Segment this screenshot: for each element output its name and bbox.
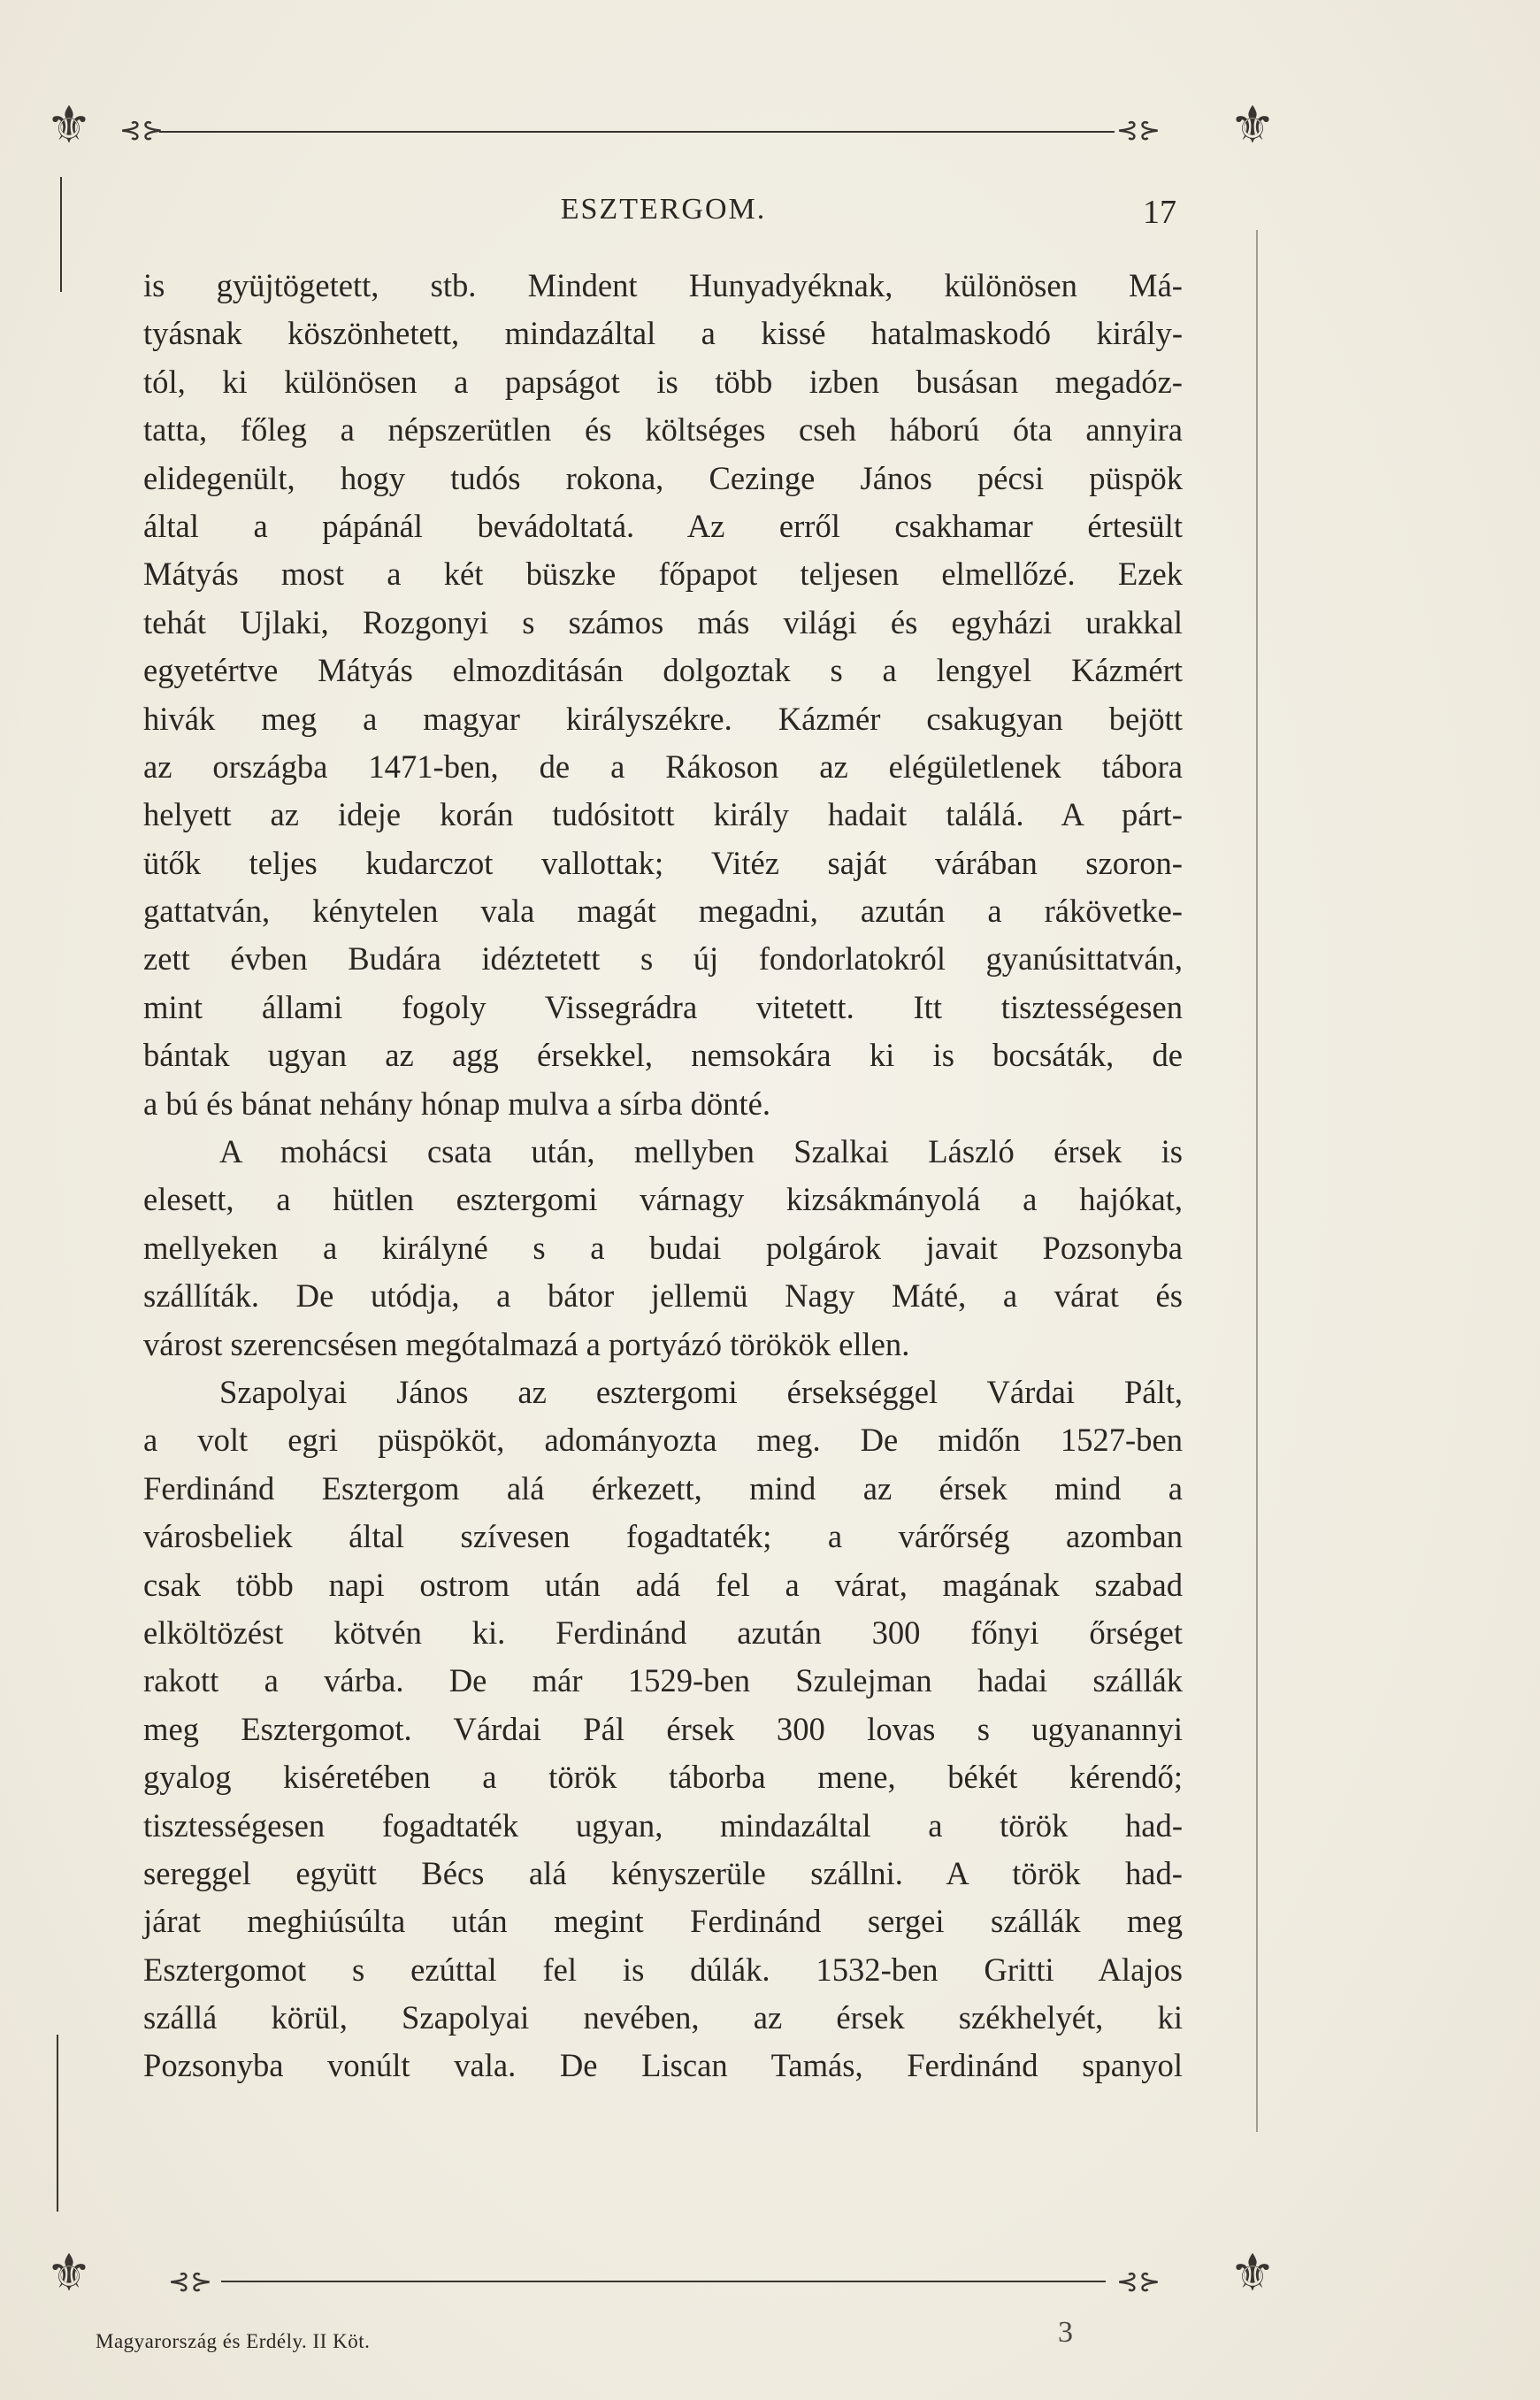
text-line: gyalog kiséretében a török táborba mene, békét kérendő;: [143, 1759, 1183, 1796]
text-line: az országba 1471-ben, de a Rákoson az elégületlenek tábora: [143, 748, 1183, 785]
right-border-line: [1256, 230, 1258, 2132]
corner-ornament-icon: ⚜: [46, 95, 92, 155]
top-rule: [159, 131, 1115, 133]
text-line: tatta, főleg a népszerütlen és költséges cseh háború óta annyira: [143, 411, 1183, 449]
text-line: Esztergomot s ezúttal fel is dúlák. 1532-ben Gritti Alajos: [143, 1951, 1183, 1988]
corner-ornament-icon: ⚜: [46, 2243, 92, 2303]
bottom-rule: [221, 2281, 1106, 2282]
body-text: [143, 262, 1183, 2090]
text-line: gattatván, kénytelen vala magát megadni, azután a rákövetke-: [143, 893, 1183, 930]
text-line: Mátyás most a két büszke főpapot teljesen elmellőzé. Ezek: [143, 556, 1183, 593]
page-title: ESZTERGOM.: [560, 193, 767, 226]
left-border-line-lower: [57, 2035, 58, 2212]
text-line: szállíták. De utódja, a bátor jellemü Nagy Máté, a várat és: [143, 1277, 1183, 1315]
text-line: egyetértve Mátyás elmozditásán dolgoztak s a lengyel Kázmért: [143, 652, 1183, 689]
text-line: ütők teljes kudarczot vallottak; Vitéz saját várában szoron-: [143, 844, 1183, 881]
text-line: szállá körül, Szapolyai nevében, az érsek székhelyét, ki: [143, 1999, 1183, 2036]
text-line: zett évben Budára idéztetett s új fondorlatokról gyanúsittatván,: [143, 940, 1183, 978]
text-line: a bú és bánat nehány hónap mulva a sírba dönté.: [143, 1085, 770, 1122]
text-line: járat meghiúsúlta után megint Ferdinánd sergei szállák meg: [143, 1903, 1183, 1940]
text-line: várost szerencsésen megótalmazá a portyázó törökök ellen.: [143, 1325, 910, 1362]
running-head: [142, 193, 1185, 237]
corner-ornament-icon: ⚜: [1230, 95, 1276, 155]
left-border-line: [60, 177, 62, 292]
scroll-ornament-icon: ⊰⊱: [1116, 2266, 1161, 2297]
scroll-ornament-icon: ⊰⊱: [1116, 115, 1161, 146]
page-number: 17: [1143, 194, 1176, 231]
text-line: meg Esztergomot. Várdai Pál érsek 300 lovas s ugyanannyi: [143, 1710, 1183, 1747]
text-line: bántak ugyan az agg érsekkel, nemsokára ki is bocsáták, de: [143, 1037, 1183, 1074]
text-line: csak több napi ostrom után adá fel a várat, magának szabad: [143, 1566, 1183, 1603]
text-line: mint állami fogoly Vissegrádra vitetett. Itt tisztességesen: [143, 988, 1183, 1025]
sheet-mark: 3: [1058, 2316, 1073, 2349]
text-line: által a pápánál bevádoltatá. Az erről csakhamar értesült: [143, 507, 1183, 544]
text-line: Ferdinánd Esztergom alá érkezett, mind az érsek mind a: [143, 1469, 1183, 1507]
corner-ornament-icon: ⚜: [1230, 2243, 1276, 2303]
text-line: sereggel együtt Bécs alá kényszerüle szállni. A török had-: [143, 1854, 1183, 1891]
text-line: Pozsonyba vonúlt vala. De Liscan Tamás, Ferdinánd spanyol: [143, 2047, 1183, 2084]
text-line: elköltözést kötvén ki. Ferdinánd azután 300 főnyi őrséget: [143, 1614, 1183, 1651]
text-line: tól, ki különösen a papságot is több izben busásan megadóz-: [143, 363, 1183, 400]
text-line: tisztességesen fogadtaték ugyan, mindazáltal a török had-: [143, 1806, 1183, 1844]
text-line: elesett, a hütlen esztergomi várnagy kizsákmányolá a hajókat,: [143, 1181, 1183, 1218]
text-line: is gyüjtögetett, stb. Mindent Hunyadyéknak, különösen Má-: [143, 267, 1183, 303]
text-line: A mohácsi csata után, mellyben Szalkai László érsek is: [219, 1133, 1183, 1170]
text-line: városbeliek által szívesen fogadtaték; a várőrség azomban: [143, 1518, 1183, 1555]
scroll-ornament-icon: ⊰⊱: [168, 2266, 213, 2297]
text-line: rakott a várba. De már 1529-ben Szulejman hadai szállák: [143, 1662, 1183, 1699]
text-line: mellyeken a királyné s a budai polgárok javait Pozsonyba: [143, 1229, 1183, 1266]
text-line: helyett az ideje korán tudósitott király hadait találá. A párt-: [143, 796, 1183, 833]
scroll-ornament-icon: ⊰⊱: [119, 115, 165, 146]
text-line: a volt egri püspököt, adományozta meg. De midőn 1527-ben: [143, 1422, 1183, 1459]
text-line: tehát Ujlaki, Rozgonyi s számos más világi és egyházi urakkal: [143, 603, 1183, 640]
footer-signature: Magyarország és Erdély. II Köt.: [96, 2330, 371, 2352]
text-line: elidegenült, hogy tudós rokona, Cezinge János pécsi püspök: [143, 459, 1183, 496]
text-line: tyásnak köszönhetett, mindazáltal a kissé hatalmaskodó király-: [143, 315, 1183, 352]
text-line: Szapolyai János az esztergomi érsekséggel Várdai Pált,: [219, 1373, 1183, 1410]
text-line: hivák meg a magyar királyszékre. Kázmér csakugyan bejött: [143, 700, 1183, 737]
